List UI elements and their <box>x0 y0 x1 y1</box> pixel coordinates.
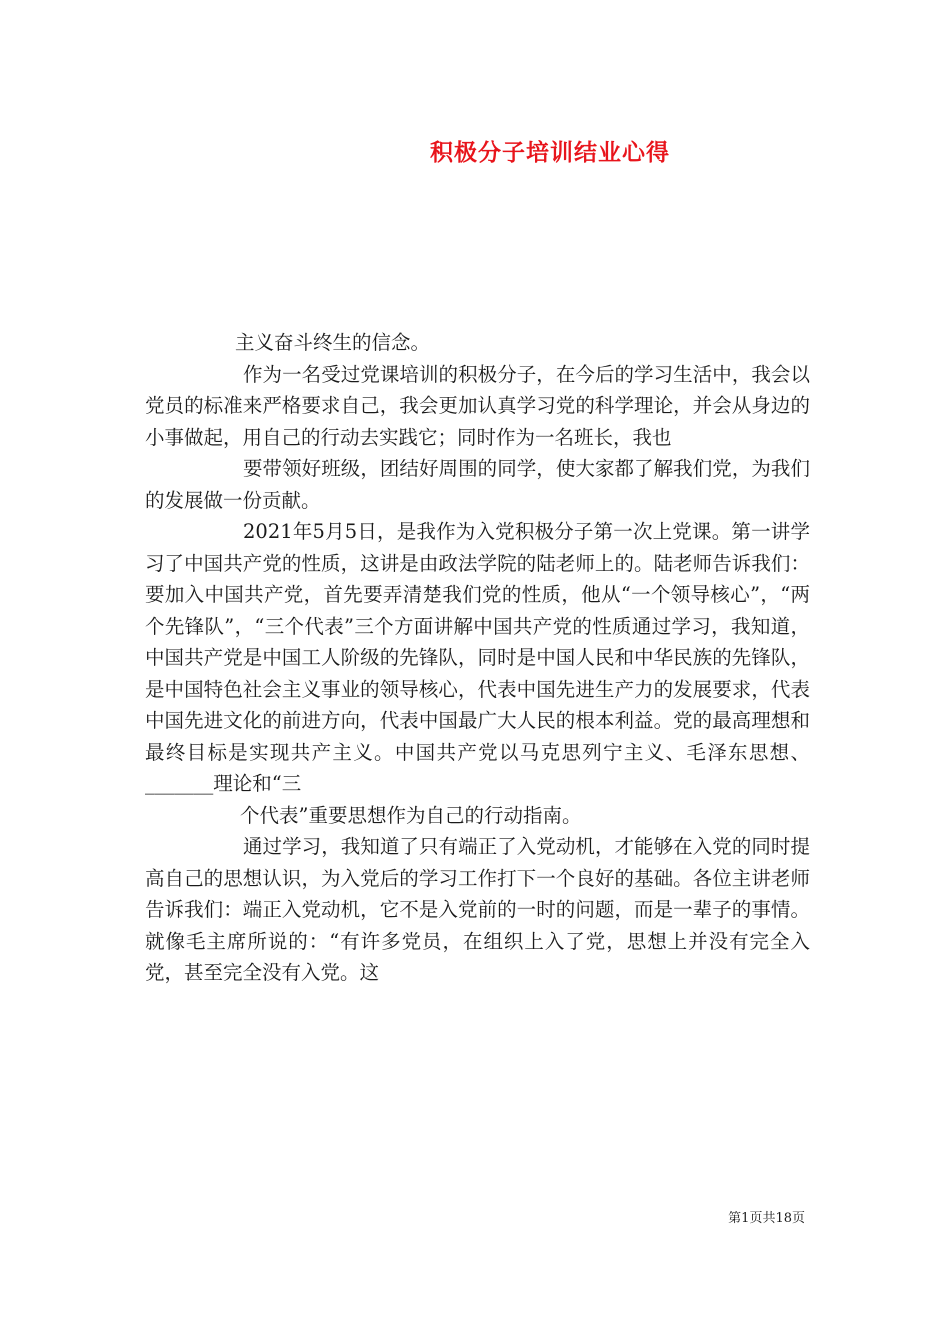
paragraph-6: 通过学习，我知道了只有端正了入党动机，才能够在入党的同时提高自己的思想认识，为入党后的学习工作打下一个良好的基础。各位主讲老师告诉我们：端正入党动机，它不是入党前的一时的问题，而是一辈子的事情。就像毛主席所说的：“有许多党员，在组织上入了党，思想上并没有完全入党，甚至完全没有入党。这 <box>145 835 810 984</box>
paragraph-2: 作为一名受过党课培训的积极分子，在今后的学习生活中，我会以党员的标准来严格要求自己，我会更加认真学习党的科学理论，并会从身边的小事做起，用自己的行动去实践它；同时作为一名班长，我也 <box>145 362 810 449</box>
document-body <box>145 327 810 989</box>
paragraph-5: 个代表”重要思想作为自己的行动指南。 <box>240 803 582 827</box>
paragraph-4: 2021年5月5日，是我作为入党积极分子第一次上党课。第一讲学习了中国共产党的性质，这讲是由政法学院的陆老师上的。陆老师告诉我们：要加入中国共产党，首先要弄清楚我们党的性质，他从“一个领导核心”，“两个先锋队”，“三个代表”三个方面讲解中国共产党的性质通过学习，我知道，中国共产党是中国工人阶级的先锋队，同时是中国人民和中华民族的先锋队，是中国特色社会主义事业的领导核心，代表中国先进生产力的发展要求，代表中国先进文化的前进方向，代表中国最广大人民的根本利益。党的最高理想和最终目标是实现共产主义。中国共产党以马克思列宁主义、毛泽东思想、_______理论和“三 <box>145 520 810 795</box>
document-title: 积极分子培训结业心得 <box>430 140 670 166</box>
paragraph-1: 主义奋斗终生的信念。 <box>235 331 431 354</box>
page-number-footer: 第1页共18页 <box>728 1211 805 1226</box>
paragraph-3: 要带领好班级，团结好周围的同学，使大家都了解我们党，为我们的发展做一份贡献。 <box>145 457 810 512</box>
